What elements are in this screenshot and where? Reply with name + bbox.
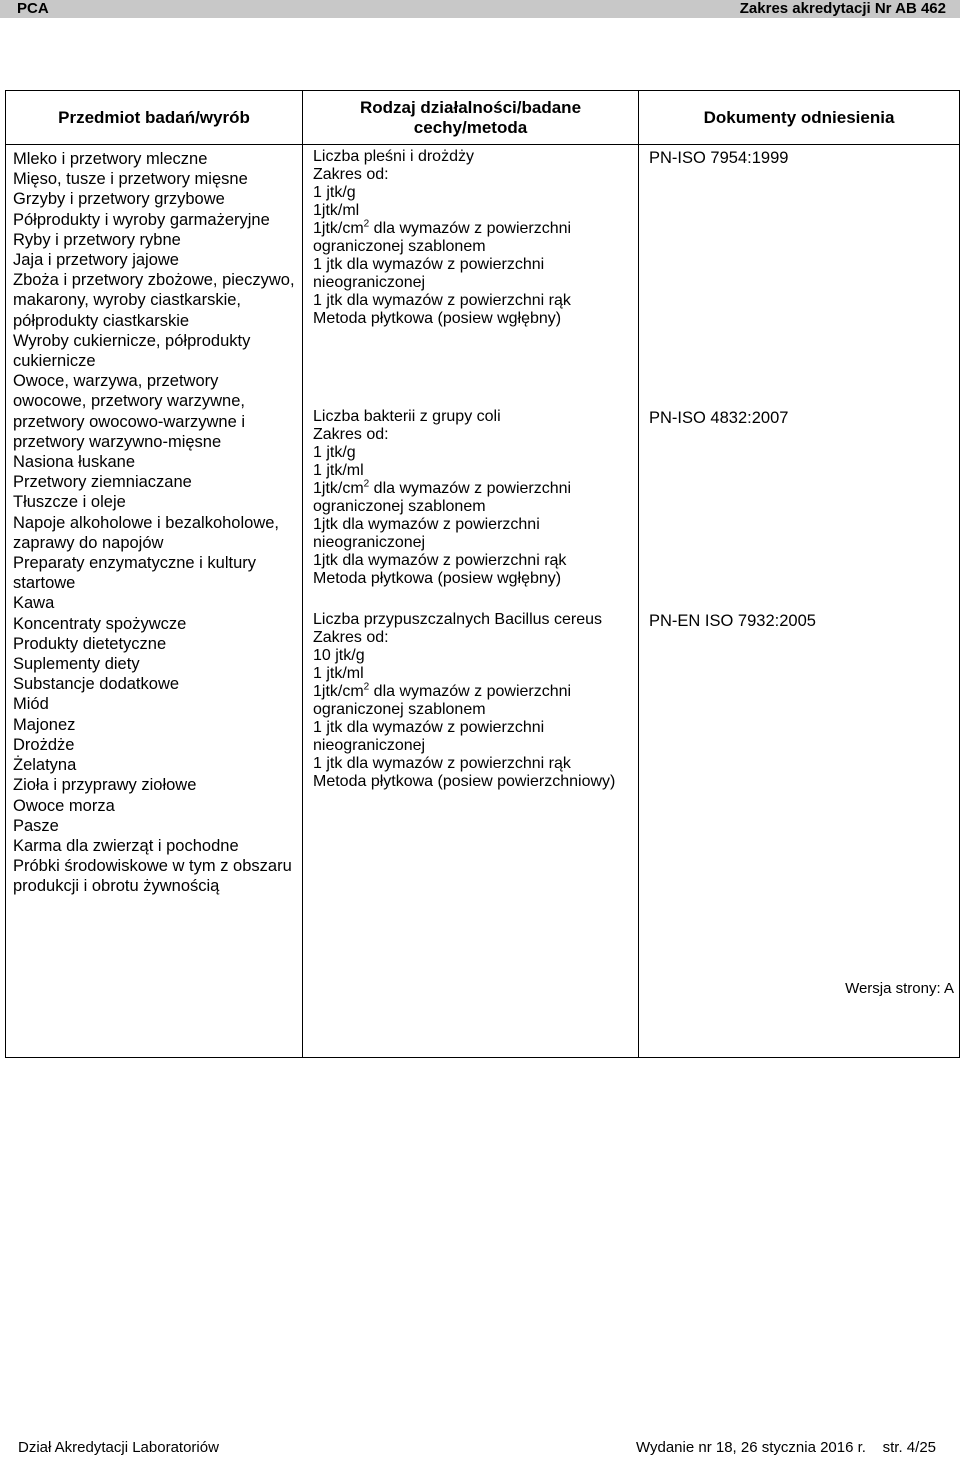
document-cell: [639, 405, 960, 608]
footer-edition: Wydanie nr 18, 26 stycznia 2016 r. str. 4/25: [635, 1439, 936, 1456]
page-header: [0, 0, 960, 18]
range-hands: 1 jtk dla wymazów z powierzchni rąk: [313, 754, 571, 772]
method-cell: [303, 608, 639, 1058]
list-item: Suplementy diety: [13, 655, 140, 674]
page-version: Wersja strony: A: [845, 980, 954, 997]
list-item: Półprodukty i wyroby garmażeryjne: [13, 210, 270, 229]
list-item: Kawa: [13, 594, 55, 613]
range-per-cm2: $1jtk/cm^2$ dla wymazów z powierzchni ograniczonej szablonem: [313, 478, 572, 515]
header-subject: Przedmiot badań/wyrób: [6, 91, 303, 145]
list-item: Owoce, warzywa, przetwory owocowe, przetwory warzywne, przetwory owocowo-warzywne i przetwory warzywno-mięsne: [13, 372, 245, 451]
list-item: Majonez: [13, 715, 76, 734]
range-label: Zakres od:: [313, 166, 389, 183]
list-item: Wyroby cukiernicze, półprodukty cukiernicze: [13, 331, 251, 371]
list-item: Jaja i przetwory jajowe: [13, 251, 179, 270]
method-block-bacillus: [303, 608, 638, 791]
method-type: Metoda płytkowa (posiew wgłębny): [313, 310, 562, 327]
method-cell: [303, 145, 639, 405]
list-item: Grzyby i przetwory grzybowe: [13, 190, 225, 209]
list-item: Żelatyna: [13, 756, 77, 775]
list-item: Napoje alkoholowe i bezalkoholowe, zaprawy do napojów: [13, 513, 280, 552]
list-item: Substancje dodatkowe: [13, 675, 180, 694]
range-unlimited-surface: 1jtk dla wymazów z powierzchni nieograniczonej: [313, 515, 540, 551]
subject-list: [6, 145, 302, 899]
method-cell: [303, 405, 639, 608]
range-per-cm2: $1jtk/cm^2$ dla wymazów z powierzchni ograniczonej szablonem: [313, 681, 572, 718]
method-title: Liczba bakterii z grupy coli: [313, 407, 501, 425]
range-per-gram: 1 jtk/g: [313, 443, 356, 461]
list-item: Karma dla zwierząt i pochodne: [13, 836, 239, 855]
header-title: Zakres akredytacji Nr AB 462: [739, 0, 946, 17]
header-org: PCA: [17, 0, 49, 17]
list-item: Koncentraty spożywcze: [13, 614, 187, 633]
range-per-gram: 1 jtk/g: [313, 184, 356, 201]
table-row: [6, 145, 960, 405]
list-item: Zioła i przyprawy ziołowe: [13, 776, 197, 795]
method-title: Liczba pleśni i drożdży: [313, 148, 474, 165]
reference-document: PN-ISO 4832:2007: [649, 408, 789, 427]
list-item: Przetwory ziemniaczane: [13, 473, 192, 492]
list-item: Drożdże: [13, 735, 75, 754]
list-item: Próbki środowiskowe w tym z obszaru produkcji i obrotu żywnością: [13, 857, 292, 896]
header-documents: Dokumenty odniesienia: [639, 91, 960, 145]
range-label: Zakres od:: [313, 628, 389, 646]
table-header-row: [6, 91, 960, 145]
method-block-molds: [303, 145, 638, 328]
method-title: Liczba przypuszczalnych Bacillus cereus: [313, 610, 603, 628]
range-per-ml: 1 jtk/ml: [313, 664, 364, 682]
method-type: Metoda płytkowa (posiew powierzchniowy): [313, 772, 616, 790]
method-type: Metoda płytkowa (posiew wgłębny): [313, 569, 562, 587]
range-hands: 1jtk dla wymazów z powierzchni rąk: [313, 551, 567, 569]
range-per-ml: 1 jtk/ml: [313, 461, 364, 479]
list-item: Tłuszcze i oleje: [13, 493, 126, 512]
range-per-cm2: $1jtk/cm^2$ dla wymazów z powierzchni ograniczonej szablonem: [313, 218, 572, 255]
reference-document: PN-ISO 7954:1999: [649, 149, 789, 167]
list-item: Mleko i przetwory mleczne: [13, 150, 208, 168]
page-footer: [18, 1439, 936, 1456]
list-item: Produkty dietetyczne: [13, 634, 167, 653]
range-unlimited-surface: 1 jtk dla wymazów z powierzchni nieograniczonej: [313, 718, 545, 754]
document-cell: [639, 145, 960, 405]
list-item: Pasze: [13, 816, 59, 835]
range-per-ml: 1jtk/ml: [313, 202, 360, 219]
range-unlimited-surface: 1 jtk dla wymazów z powierzchni nieograniczonej: [313, 256, 545, 291]
accreditation-table: [5, 90, 960, 1058]
range-hands: 1 jtk dla wymazów z powierzchni rąk: [313, 292, 571, 309]
reference-document: PN-EN ISO 7932:2005: [649, 611, 816, 630]
range-label: Zakres od:: [313, 425, 389, 443]
subject-cell: [6, 145, 303, 1058]
header-method: Rodzaj działalności/badane cechy/metoda: [303, 91, 639, 145]
list-item: Zboża i przetwory zbożowe, pieczywo, makarony, wyroby ciastkarskie, półprodukty ciastkarskie: [13, 271, 295, 330]
list-item: Mięso, tusze i przetwory mięsne: [13, 170, 248, 189]
list-item: Preparaty enzymatyczne i kultury startowe: [13, 554, 257, 593]
list-item: Ryby i przetwory rybne: [13, 230, 181, 249]
list-item: Owoce morza: [13, 796, 115, 815]
list-item: Miód: [13, 695, 49, 714]
range-per-gram: 10 jtk/g: [313, 646, 365, 664]
list-item: Nasiona łuskane: [13, 453, 135, 472]
method-block-coliforms: [303, 405, 638, 588]
footer-department: Dział Akredytacji Laboratoriów: [18, 1439, 219, 1456]
